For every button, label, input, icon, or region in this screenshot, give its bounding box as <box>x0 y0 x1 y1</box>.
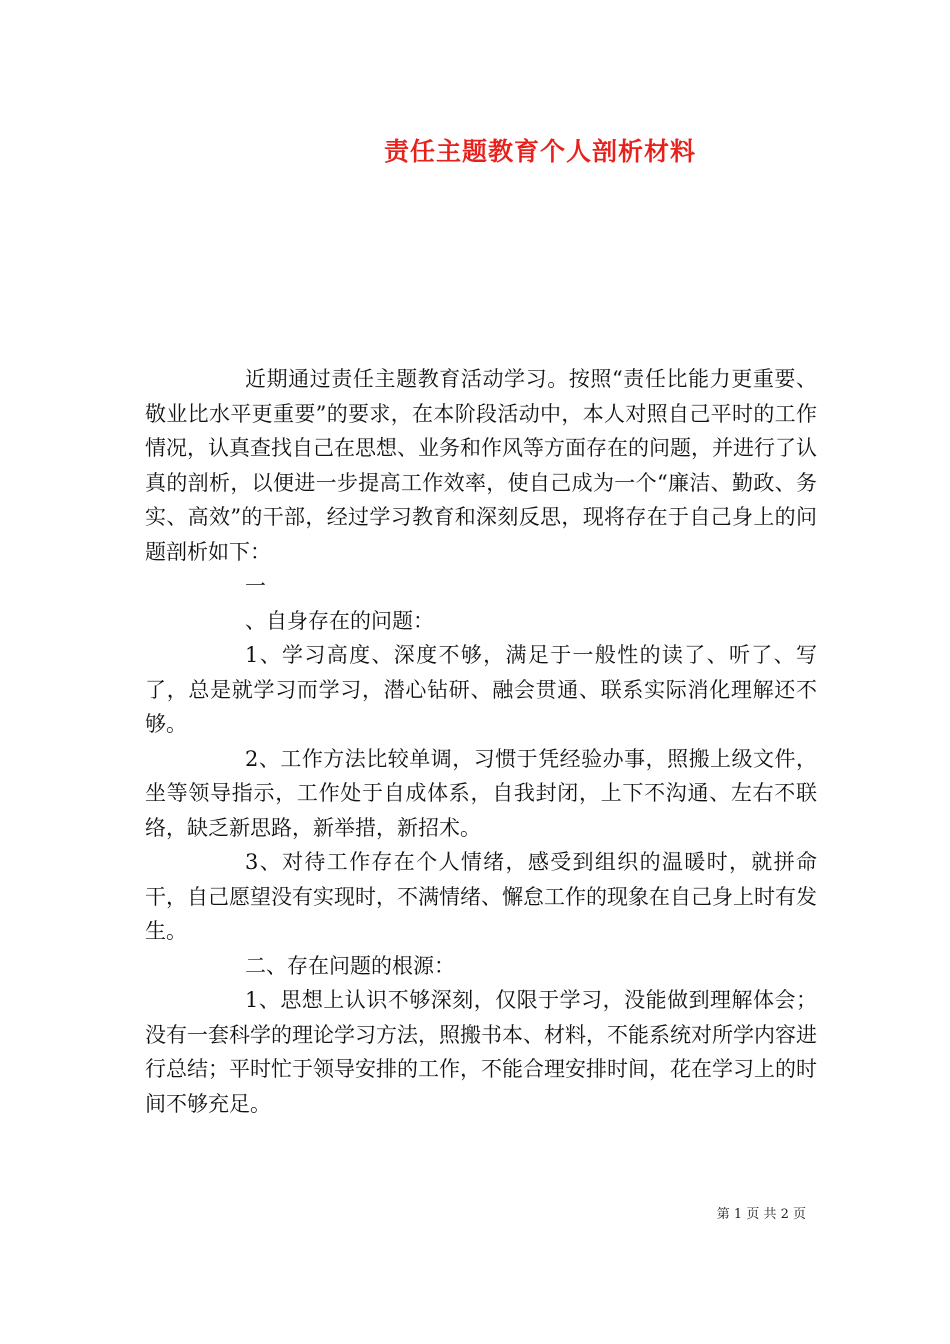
paragraph-root-cause-1: 1、思想上认识不够深刻，仅限于学习，没能做到理解体会；没有一套科学的理论学习方法，照搬书本、材料，不能系统对所学内容进行总结；平时忙于领导安排的工作，不能合理安排时间，花在学习上的时间不够充足。 <box>145 988 817 1116</box>
page-number-footer: 第 1 页 共 2 页 <box>716 1207 806 1222</box>
paragraph-item-3: 3、对待工作存在个人情绪，感受到组织的温暖时，就拼命干，自己愿望没有实现时，不满情绪、懈怠工作的现象在自己身上时有发生。 <box>145 850 817 943</box>
paragraph-intro: 近期通过责任主题教育活动学习。按照“责任比能力更重要、敬业比水平更重要”的要求，在本阶段活动中，本人对照自己平时的工作情况，认真查找自己在思想、业务和作风等方面存在的问题，并进行了认真的剖析，以便进一步提高工作效率，使自己成为一个“廉洁、勤政、务实、高效”的干部，经过学习教育和深刻反思，现将存在于自己身上的问题剖析如下： <box>145 367 817 564</box>
paragraph-section-two-heading: 二、存在问题的根源： <box>245 953 455 978</box>
paragraph-item-2: 2、工作方法比较单调，习惯于凭经验办事，照搬上级文件，坐等领导指示，工作处于自成体系，自我封闭，上下不沟通、左右不联络，缺乏新思路，新举措，新招术。 <box>145 746 817 840</box>
document-title: 责任主题教育个人剖析材料 <box>383 137 696 166</box>
paragraph-item-1: 1、学习高度、深度不够，满足于一般性的读了、听了、写了，总是就学习而学习，潜心钻研、融会贯通、联系实际消化理解还不够。 <box>145 643 817 736</box>
document-body <box>145 362 817 1121</box>
paragraph-section-one-heading: 、自身存在的问题： <box>245 608 434 633</box>
paragraph-section-one-number: 一 <box>245 574 266 598</box>
